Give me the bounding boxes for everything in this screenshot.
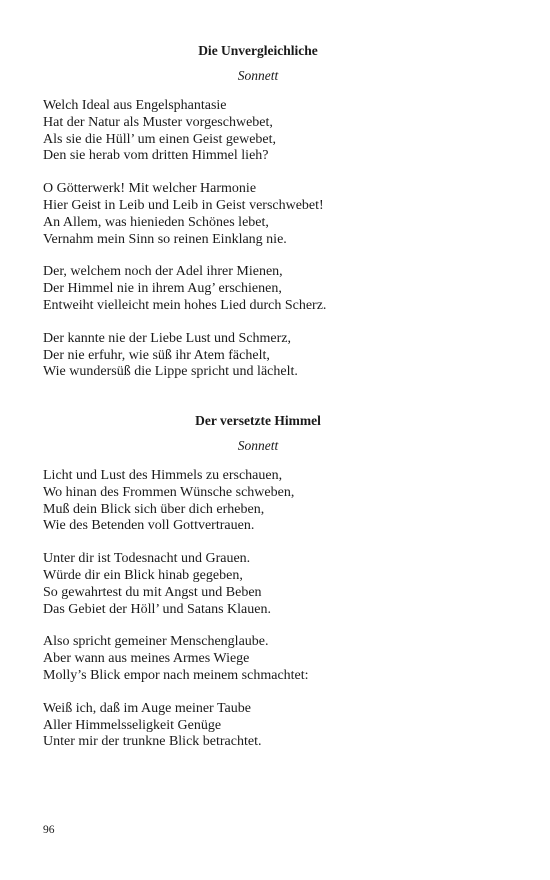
verse-line: Das Gebiet der Höll’ und Satans Klauen. <box>43 601 271 617</box>
verse-line: Molly’s Blick empor nach meinem schmachtet: <box>43 667 309 683</box>
verse-line: Der nie erfuhr, wie süß ihr Atem fächelt, <box>43 347 270 363</box>
poem-body <box>43 98 473 381</box>
stanza <box>43 98 473 165</box>
verse-line: Entweiht vielleicht mein hohes Lied durch Scherz. <box>43 297 327 313</box>
poem-die-unvergleichliche <box>43 42 473 397</box>
verse-line: Muß dein Blick sich über dich erheben, <box>43 501 265 517</box>
verse-line: Der Himmel nie in ihrem Aug’ erschienen, <box>43 281 282 297</box>
verse-line: Wie des Betenden voll Gottvertrauen. <box>43 518 255 534</box>
poem-title: Die Unvergleichliche <box>198 43 318 58</box>
stanza <box>43 634 473 684</box>
stanza <box>43 551 473 618</box>
verse-line: Unter mir der trunkne Blick betrachtet. <box>43 734 262 750</box>
verse-line: Würde dir ein Blick hinab gegeben, <box>43 567 243 583</box>
verse-line: Den sie herab vom dritten Himmel lieh? <box>43 148 269 164</box>
page-number: 96 <box>43 824 55 836</box>
verse-line: Wo hinan des Frommen Wünsche schweben, <box>43 484 295 500</box>
verse-line: An Allem, was hienieden Schönes lebet, <box>43 214 269 230</box>
verse-line: Als sie die Hüll’ um einen Geist gewebet, <box>43 131 277 147</box>
verse-line: Hier Geist in Leib und Leib in Geist verschwebet! <box>43 197 324 213</box>
verse-line: Licht und Lust des Himmels zu erschauen, <box>43 468 283 483</box>
poem-title: Der versetzte Himmel <box>195 413 321 428</box>
verse-line: Unter dir ist Todesnacht und Grauen. <box>43 551 251 567</box>
verse-line: Also spricht gemeiner Menschenglaube. <box>43 634 269 650</box>
stanza <box>43 331 473 381</box>
verse-line: Aber wann aus meines Armes Wiege <box>43 651 250 667</box>
poem-subtitle: Sonnett <box>237 68 279 83</box>
verse-line: O Götterwerk! Mit welcher Harmonie <box>43 181 257 197</box>
poem-der-versetzte-himmel <box>43 412 473 767</box>
stanza <box>43 701 473 751</box>
verse-line: Weiß ich, daß im Auge meiner Taube <box>43 700 251 716</box>
verse-line: Der kannte nie der Liebe Lust und Schmerz, <box>43 330 292 346</box>
poem-subtitle: Sonnett <box>237 438 279 453</box>
verse-line: So gewahrtest du mit Angst und Beben <box>43 584 262 600</box>
stanza <box>43 264 473 314</box>
verse-line: Wie wundersüß die Lippe spricht und lächelt. <box>43 364 298 380</box>
poem-body <box>43 468 473 751</box>
verse-line: Aller Himmelsseligkeit Genüge <box>43 717 222 733</box>
verse-line: Welch Ideal aus Engelsphantasie <box>43 98 227 113</box>
verse-line: Der, welchem noch der Adel ihrer Mienen, <box>43 264 283 280</box>
verse-line: Hat der Natur als Muster vorgeschwebet, <box>43 114 273 130</box>
stanza <box>43 181 473 248</box>
verse-line: Vernahm mein Sinn so reinen Einklang nie. <box>43 231 287 247</box>
stanza <box>43 468 473 535</box>
